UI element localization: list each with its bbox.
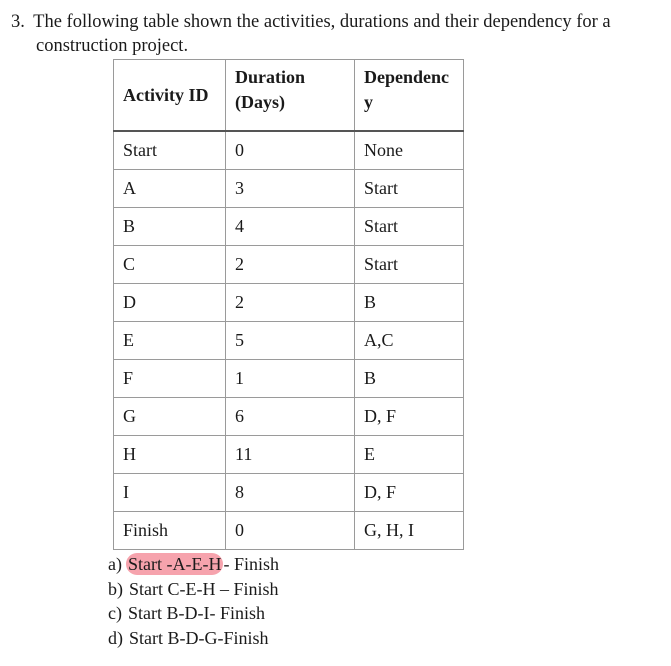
question-line-1: The following table shown the activities, durations and their dependency for a (33, 12, 611, 32)
cell-dependency: B (355, 360, 464, 398)
cell-duration: 0 (226, 131, 355, 170)
cell-dependency: G, H, I (355, 512, 464, 550)
cell-duration: 2 (226, 284, 355, 322)
cell-activity-id: D (114, 284, 226, 322)
cell-duration: 1 (226, 360, 355, 398)
table-row (114, 474, 464, 512)
table-row (114, 322, 464, 360)
table-row (114, 208, 464, 246)
cell-dependency: Start (355, 208, 464, 246)
option-letter: d) (108, 627, 123, 648)
question-line-2: construction project. (36, 36, 189, 56)
cell-duration: 0 (226, 512, 355, 550)
header-duration-line2: (Days) (235, 92, 285, 112)
cell-duration: 5 (226, 322, 355, 360)
header-duration (226, 60, 355, 132)
table-row (114, 284, 464, 322)
header-duration-line1: Duration (235, 67, 306, 87)
header-dependency-line2: y (364, 92, 373, 112)
cell-duration: 11 (226, 436, 355, 474)
option-c[interactable] (108, 601, 279, 626)
option-d[interactable] (108, 626, 279, 651)
cell-activity-id: Finish (114, 512, 226, 550)
cell-activity-id: I (114, 474, 226, 512)
cell-dependency: D, F (355, 474, 464, 512)
option-text: Start B-D-G-Finish (129, 627, 269, 648)
cell-dependency: E (355, 436, 464, 474)
cell-activity-id: F (114, 360, 226, 398)
option-a[interactable] (108, 552, 279, 577)
table-row (114, 360, 464, 398)
cell-duration: 4 (226, 208, 355, 246)
cell-activity-id: H (114, 436, 226, 474)
option-text: - Finish (223, 554, 279, 574)
table-row (114, 170, 464, 208)
cell-duration: 6 (226, 398, 355, 436)
header-dependency-line1: Dependenc (364, 67, 449, 87)
option-letter: a) (108, 554, 122, 574)
table-row (114, 436, 464, 474)
cell-dependency: B (355, 284, 464, 322)
cell-activity-id: A (114, 170, 226, 208)
option-text: Start C-E-H – Finish (129, 578, 279, 599)
header-activity-id: Activity ID (114, 60, 226, 132)
option-letter: c) (108, 603, 122, 623)
option-b[interactable] (108, 577, 279, 602)
cell-activity-id: E (114, 322, 226, 360)
option-text: Start B-D-I- Finish (127, 603, 265, 623)
table-row (114, 131, 464, 170)
question-text (11, 10, 663, 58)
cell-dependency: Start (355, 170, 464, 208)
answer-options (108, 552, 279, 650)
table-header-row (114, 60, 464, 132)
cell-dependency: None (355, 131, 464, 170)
cell-activity-id: C (114, 246, 226, 284)
cell-activity-id: Start (114, 131, 226, 170)
cell-dependency: Start (355, 246, 464, 284)
option-letter: b) (108, 578, 123, 599)
cell-activity-id: G (114, 398, 226, 436)
activity-table (113, 59, 464, 550)
cell-duration: 2 (226, 246, 355, 284)
header-dependency (355, 60, 464, 132)
table-row (114, 246, 464, 284)
cell-duration: 3 (226, 170, 355, 208)
question-number: 3. (11, 12, 25, 32)
cell-dependency: A,C (355, 322, 464, 360)
table-row (114, 398, 464, 436)
table-row (114, 512, 464, 550)
cell-activity-id: B (114, 208, 226, 246)
cell-duration: 8 (226, 474, 355, 512)
cell-dependency: D, F (355, 398, 464, 436)
highlighted-answer: Start -A-E-H (127, 554, 222, 574)
